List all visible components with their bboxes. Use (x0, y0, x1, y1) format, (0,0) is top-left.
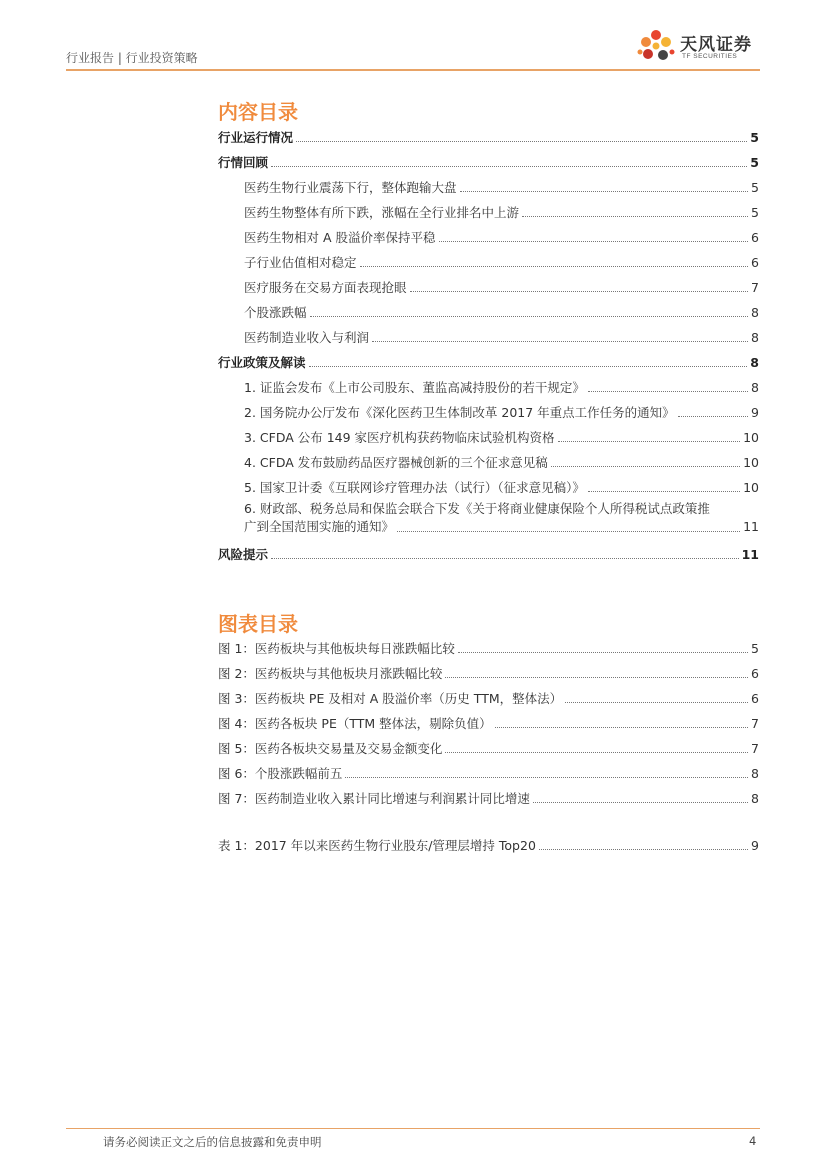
dot-leader (522, 216, 748, 217)
toc-entry[interactable] (244, 280, 759, 296)
dot-leader (271, 166, 747, 167)
figure-entry-page: 8 (751, 791, 759, 806)
dot-leader (533, 802, 748, 803)
toc-entry-label: 医药生物行业震荡下行，整体跑输大盘 (244, 180, 457, 195)
toc-entry[interactable] (244, 255, 759, 271)
dot-leader (309, 366, 748, 367)
toc-entry-page: 5 (751, 180, 759, 195)
toc-entry-page: 5 (750, 155, 759, 170)
logo-flower-icon (636, 28, 676, 66)
toc-entry[interactable] (244, 180, 759, 196)
toc-entry-label: 4. CFDA 发布鼓励药品医疗器械创新的三个征求意见稿 (244, 455, 548, 470)
figure-entry-label: 图 2：医药板块与其他板块月涨跌幅比较 (218, 666, 443, 681)
dot-leader (458, 652, 748, 653)
page-header (66, 35, 760, 72)
figure-entry[interactable] (218, 766, 759, 782)
toc-entry-risk[interactable] (218, 547, 759, 563)
toc-entry-page: 11 (741, 547, 759, 562)
figure-entry-page: 6 (751, 691, 759, 706)
figures-title: 图表目录 (218, 612, 298, 636)
toc-entry[interactable] (244, 380, 759, 396)
toc-entry-label: 行业运行情况 (218, 130, 294, 145)
logo-text: 天风证券 (680, 35, 752, 55)
toc-entry[interactable] (244, 205, 759, 221)
toc-entry[interactable] (244, 405, 759, 421)
toc-entry[interactable] (244, 230, 759, 246)
toc-entry-label: 2. 国务院办公厅发布《深化医药卫生体制改革 2017 年重点工作任务的通知》 (244, 405, 675, 420)
toc-entry-label: 医药生物整体有所下跌，涨幅在全行业排名中上游 (244, 205, 520, 220)
toc-entry-page: 11 (743, 519, 759, 534)
figure-entry-label: 图 5：医药各板块交易量及交易金额变化 (218, 741, 443, 756)
figure-entry-page: 6 (751, 666, 759, 681)
figure-entry-page: 5 (751, 641, 759, 656)
figure-entry-page: 7 (751, 716, 759, 731)
toc-entry-page: 10 (743, 480, 759, 495)
toc-entry-page: 8 (751, 380, 759, 395)
dot-leader (360, 266, 749, 267)
footer-divider (66, 1128, 760, 1129)
company-logo (636, 28, 760, 66)
dot-leader (439, 241, 749, 242)
dot-leader (296, 141, 747, 142)
toc-entry-page: 9 (751, 405, 759, 420)
dot-leader (558, 441, 741, 442)
dot-leader (445, 677, 748, 678)
dot-leader (410, 291, 749, 292)
toc-entry[interactable] (244, 455, 759, 471)
dot-leader (460, 191, 749, 192)
figure-entry-label: 图 6：个股涨跌幅前五 (218, 766, 343, 781)
dot-leader (588, 491, 740, 492)
toc-entry[interactable] (244, 480, 759, 496)
toc-entry-page: 8 (750, 355, 759, 370)
dot-leader (445, 752, 748, 753)
dot-leader (372, 341, 748, 342)
figure-entry-page: 7 (751, 741, 759, 756)
toc-entry[interactable] (218, 355, 759, 371)
dot-leader (551, 466, 740, 467)
page-number: 4 (749, 1134, 757, 1148)
toc-entry[interactable] (244, 330, 759, 346)
toc-entry-label: 个股涨跌幅 (244, 305, 307, 320)
toc-title: 内容目录 (218, 100, 298, 124)
header-divider (66, 69, 760, 71)
toc-entry-label: 3. CFDA 公布 149 家医疗机构获药物临床试验机构资格 (244, 430, 555, 445)
dot-leader (495, 727, 748, 728)
table-entry-page: 9 (751, 838, 759, 853)
toc-entry-label: 医药生物相对 A 股溢价率保持平稳 (244, 230, 436, 245)
toc-entry-label: 医疗服务在交易方面表现抢眼 (244, 280, 407, 295)
dot-leader (588, 391, 748, 392)
toc-entry[interactable] (244, 430, 759, 446)
figure-entry[interactable] (218, 641, 759, 657)
dot-leader (539, 849, 748, 850)
dot-leader (565, 702, 748, 703)
figure-entry[interactable] (218, 666, 759, 682)
toc-entry-label: 医药制造业收入与利润 (244, 330, 370, 345)
toc-entry-label: 子行业估值相对稳定 (244, 255, 357, 270)
logo-subtitle: TF SECURITIES (682, 53, 738, 60)
toc-entry[interactable] (244, 305, 759, 321)
toc-entry-page: 6 (751, 255, 759, 270)
toc-entry-page: 5 (750, 130, 759, 145)
figure-entry-label: 图 7：医药制造业收入累计同比增速与利润累计同比增速 (218, 791, 530, 806)
toc-entry-page: 5 (751, 205, 759, 220)
toc-entry-label: 5. 国家卫计委《互联网诊疗管理办法（试行）（征求意见稿）》 (244, 480, 585, 495)
toc-entry-wrapped[interactable] (244, 500, 759, 536)
toc-entry-label: 1. 证监会发布《上市公司股东、董监高减持股份的若干规定》 (244, 380, 585, 395)
figure-entry[interactable] (218, 716, 759, 732)
footer-disclaimer: 请务必阅读正文之后的信息披露和免责申明 (103, 1135, 322, 1149)
dot-leader (678, 416, 748, 417)
table-entry-label: 表 1：2017 年以来医药生物行业股东/管理层增持 Top20 (218, 838, 536, 853)
figure-entry-label: 图 3：医药板块 PE 及相对 A 股溢价率（历史 TTM，整体法） (218, 691, 563, 706)
dot-leader (271, 558, 739, 559)
figure-entry-label: 图 1：医药板块与其他板块每日涨跌幅比较 (218, 641, 455, 656)
dot-leader (310, 316, 749, 317)
toc-entry[interactable] (218, 155, 759, 171)
toc-entry-label: 行业政策及解读 (218, 355, 306, 370)
dot-leader (345, 777, 748, 778)
toc-entry-page: 10 (743, 455, 759, 470)
report-category: 行业报告 | 行业投资策略 (66, 51, 198, 65)
toc-entry-label-line1: 6. 财政部、税务总局和保监会联合下发《关于将商业健康保险个人所得税试点政策推 (244, 501, 710, 516)
toc-entry-label-line2: 广到全国范围实施的通知》 (244, 519, 395, 534)
toc-entry[interactable] (218, 130, 759, 146)
toc-entry-page: 8 (751, 330, 759, 345)
table-entry[interactable] (218, 838, 759, 854)
figure-entry[interactable] (218, 741, 759, 757)
figure-entry-label: 图 4：医药各板块 PE（TTM 整体法，剔除负值） (218, 716, 492, 731)
figure-entry-page: 8 (751, 766, 759, 781)
toc-entry-label: 风险提示 (218, 547, 269, 562)
figure-entry[interactable] (218, 691, 759, 707)
toc-entry-page: 10 (743, 430, 759, 445)
toc-entry-label: 行情回顾 (218, 155, 269, 170)
toc-entry-page: 7 (751, 280, 759, 295)
toc-entry-page: 8 (751, 305, 759, 320)
figure-entry[interactable] (218, 791, 759, 807)
toc-entry-page: 6 (751, 230, 759, 245)
dot-leader (397, 531, 740, 532)
